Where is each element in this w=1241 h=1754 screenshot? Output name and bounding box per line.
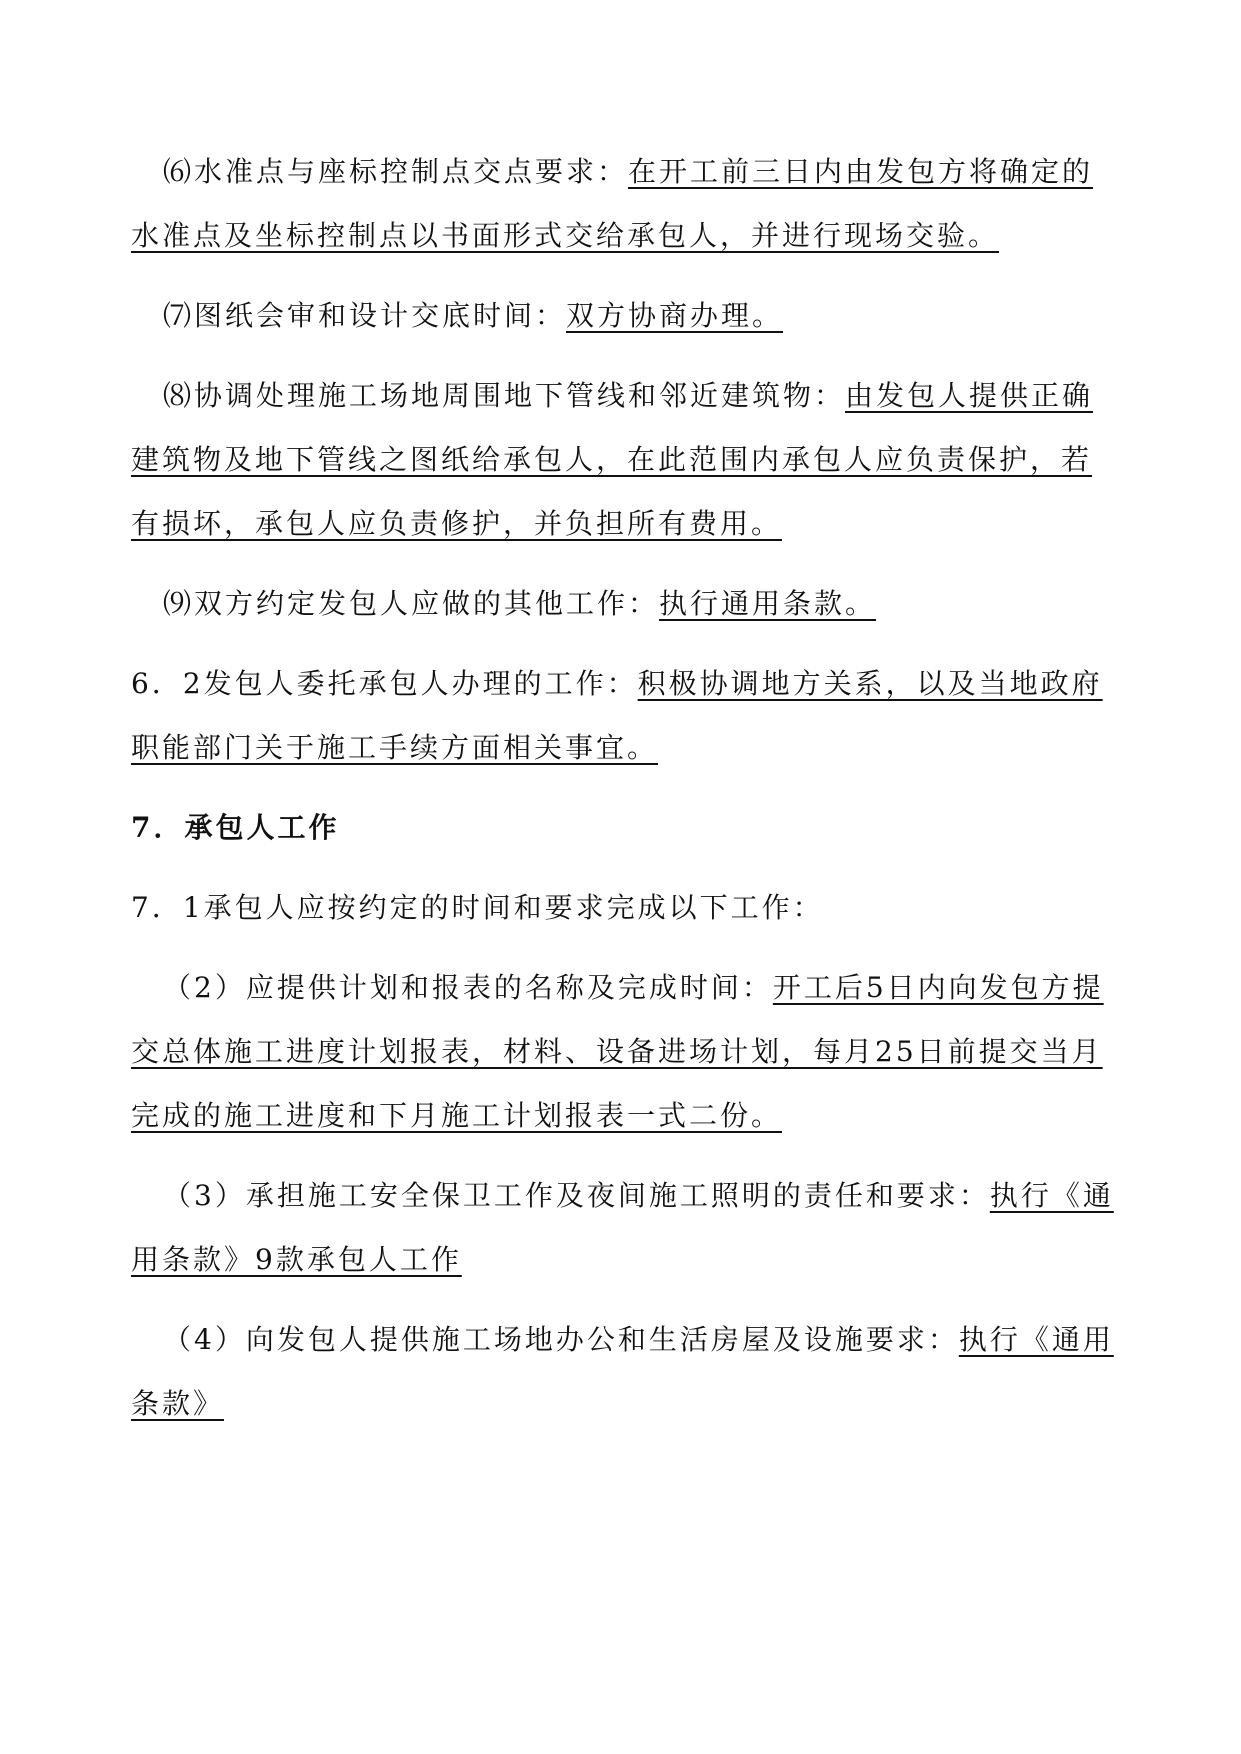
- clause-label: ⑹水准点与座标控制点交点要求：: [163, 155, 629, 188]
- clause-value: 双方协商办理。: [566, 299, 784, 332]
- clause-6-1-6: [131, 140, 1121, 268]
- clause-value: 执行《通用条款》9款承包人工作: [131, 1179, 1114, 1276]
- clause-label: 6．2发包人委托承包人办理的工作：: [131, 667, 638, 700]
- clause-value: 执行《通用条款》: [131, 1323, 1114, 1420]
- clause-6-1-9: [131, 572, 1121, 636]
- clause-6-1-7: [131, 284, 1121, 348]
- clause-label: ⑼双方约定发包人应做的其他工作：: [163, 587, 660, 620]
- clause-7-1-2: [131, 956, 1121, 1148]
- clause-7-1-3: [131, 1164, 1121, 1292]
- clause-value: 由发包人提供正确建筑物及地下管线之图纸给承包人，在此范围内承包人应负责保护，若有损坏，承包人应负责修护，并负担所有费用。: [131, 379, 1094, 540]
- clause-label: ⑻协调处理施工场地周围地下管线和邻近建筑物：: [163, 379, 846, 412]
- document-page: [131, 140, 1121, 1436]
- clause-value: 开工后5日内向发包方提交总体施工进度计划报表，材料、设备进场计划，每月25日前提交当月完成的施工进度和下月施工计划报表一式二份。: [131, 971, 1104, 1132]
- clause-value: 积极协调地方关系，以及当地政府职能部门关于施工手续方面相关事宜。: [131, 667, 1103, 764]
- clause-value: 在开工前三日内由发包方将确定的水准点及坐标控制点以书面形式交给承包人，并进行现场交验。: [131, 155, 1094, 252]
- clause-label: （2）应提供计划和报表的名称及完成时间：: [163, 971, 773, 1004]
- section-7-1-intro: 7．1承包人应按约定的时间和要求完成以下工作：: [131, 891, 824, 924]
- clause-6-2: [131, 652, 1121, 780]
- section-7-heading: 7．承包人工作: [131, 811, 340, 844]
- clause-label: （4）向发包人提供施工场地办公和生活房屋及设施要求：: [163, 1323, 959, 1356]
- clause-label: ⑺图纸会审和设计交底时间：: [163, 299, 567, 332]
- clause-value: 执行通用条款。: [659, 587, 877, 620]
- clause-label: （3）承担施工安全保卫工作及夜间施工照明的责任和要求：: [163, 1179, 990, 1212]
- clause-7-1-4: [131, 1308, 1121, 1436]
- clause-6-1-8: [131, 364, 1121, 556]
